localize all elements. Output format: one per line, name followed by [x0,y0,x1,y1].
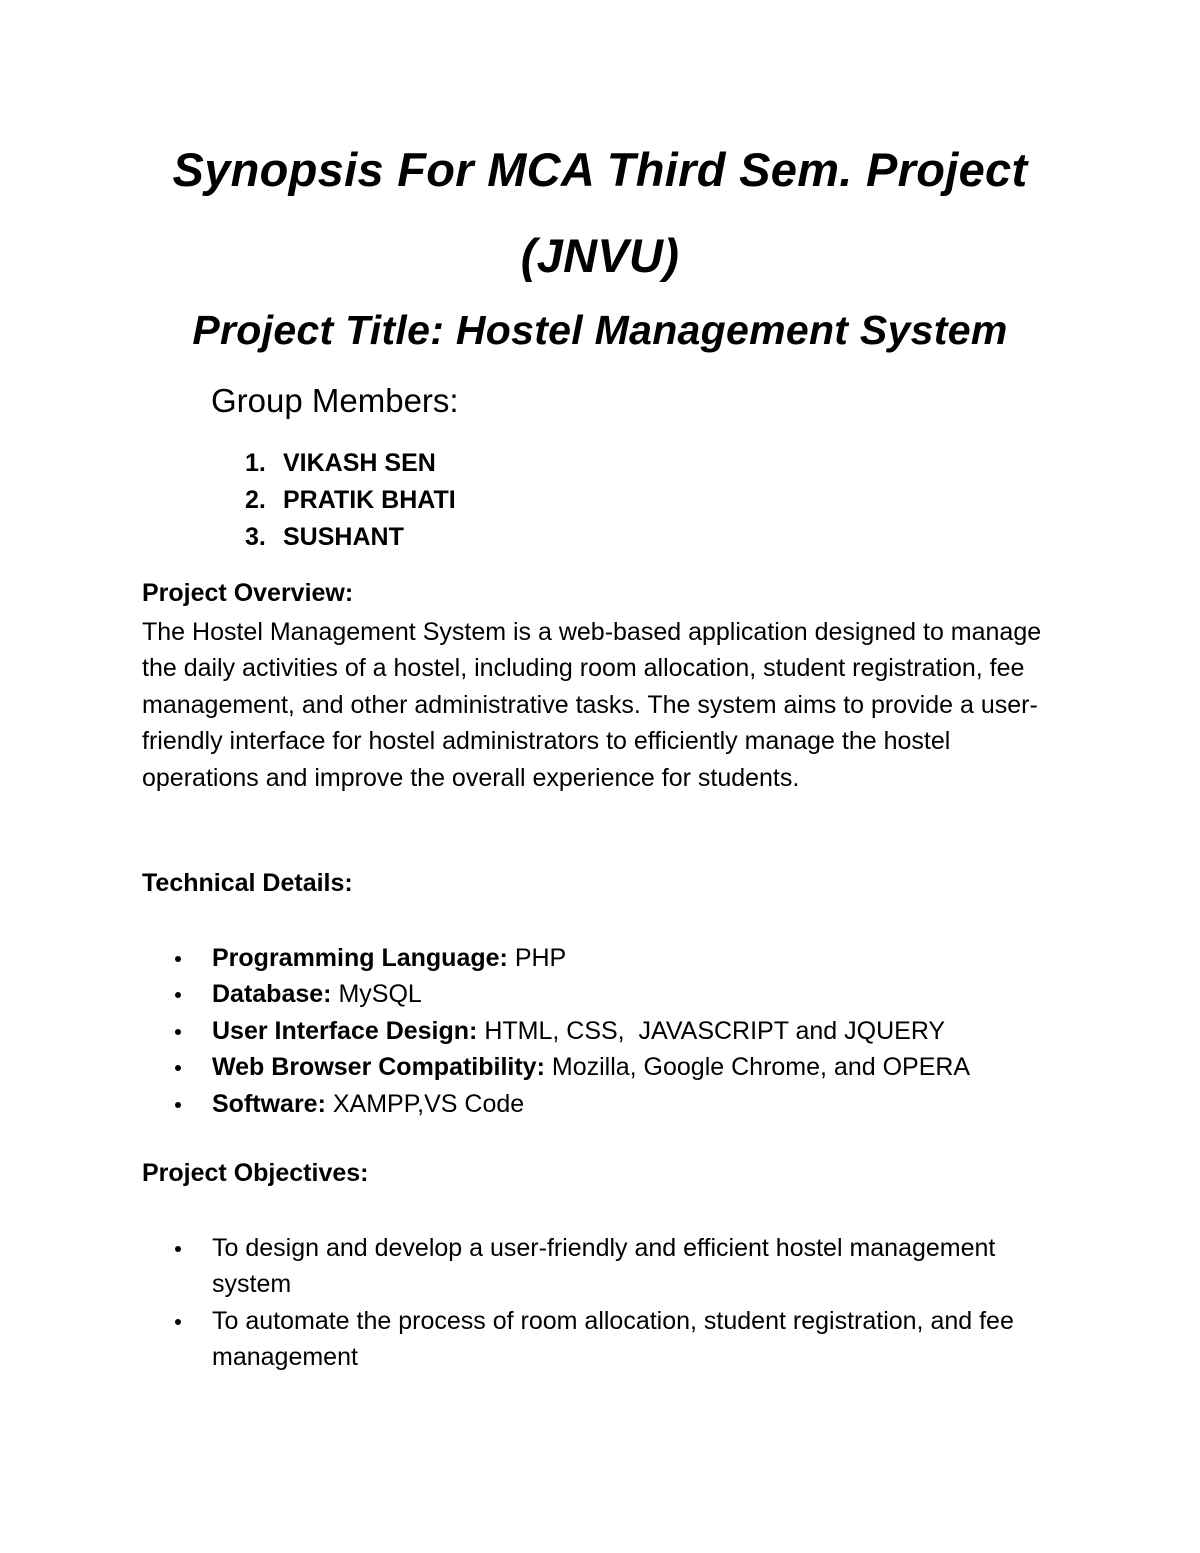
member-item [245,448,456,485]
project-title: Project Title: Hostel Management System [192,307,1008,353]
member-name: SUSHANT [283,523,404,551]
member-item [245,522,456,559]
technical-item-value: PHP [507,944,567,972]
member-number: 3. [245,523,266,551]
technical-item [172,1086,970,1122]
technical-item [172,1049,970,1085]
technical-item-label: User Interface Design: [212,1016,478,1045]
bullet-icon [175,956,181,962]
member-number: 1. [245,449,266,477]
overview-heading: Project Overview: [142,579,354,607]
technical-item-label: Web Browser Compatibility: [212,1053,545,1082]
bullet-icon [175,1319,181,1325]
bullet-icon [175,1102,181,1108]
member-name: VIKASH SEN [283,449,436,477]
technical-item-label: Database: [212,980,332,1009]
member-number: 2. [245,486,266,514]
bullet-icon [175,1029,181,1035]
bullet-icon [175,1065,181,1071]
group-members-list [245,448,456,559]
technical-details-heading: Technical Details: [142,869,353,897]
technical-item-value: MySQL [331,980,422,1009]
technical-item [172,1013,970,1049]
objective-item [172,1230,1072,1303]
bullet-icon [175,1246,181,1252]
document-title-line-1: Synopsis For MCA Third Sem. Project [172,143,1028,196]
technical-item [172,976,970,1012]
technical-item-value: Mozilla, Google Chrome, and OPERA [544,1053,971,1082]
member-item [245,485,456,522]
member-name: PRATIK BHATI [283,486,456,514]
bullet-icon [175,992,181,998]
objective-text: To design and develop a user-friendly and efficient hostel management system [212,1234,996,1299]
technical-item-label: Software: [212,1089,326,1118]
technical-item-value: HTML, CSS, JAVASCRIPT and JQUERY [477,1016,946,1045]
technical-item-label: Programming Language: [212,944,508,972]
document-title-line-2: (JNVU) [520,229,680,282]
objective-item [172,1303,1072,1376]
objectives-list [172,1230,1072,1376]
objective-text: To automate the process of room allocation, student registration, and fee management [212,1306,1014,1372]
technical-details-list [172,940,970,1122]
group-members-heading: Group Members: [211,382,459,419]
technical-item-value: XAMPP,VS Code [325,1089,525,1118]
technical-item [172,940,970,976]
objectives-heading: Project Objectives: [142,1159,369,1187]
overview-paragraph: The Hostel Management System is a web-based application designed to manage the daily activities of a hostel, including room allocation, student registration, fee management, and other administrative tasks. The system aims to provide a user-friendly interface for hostel administrators to efficiently manage the hostel operations and improve the overall experience for students. [142,618,1042,792]
